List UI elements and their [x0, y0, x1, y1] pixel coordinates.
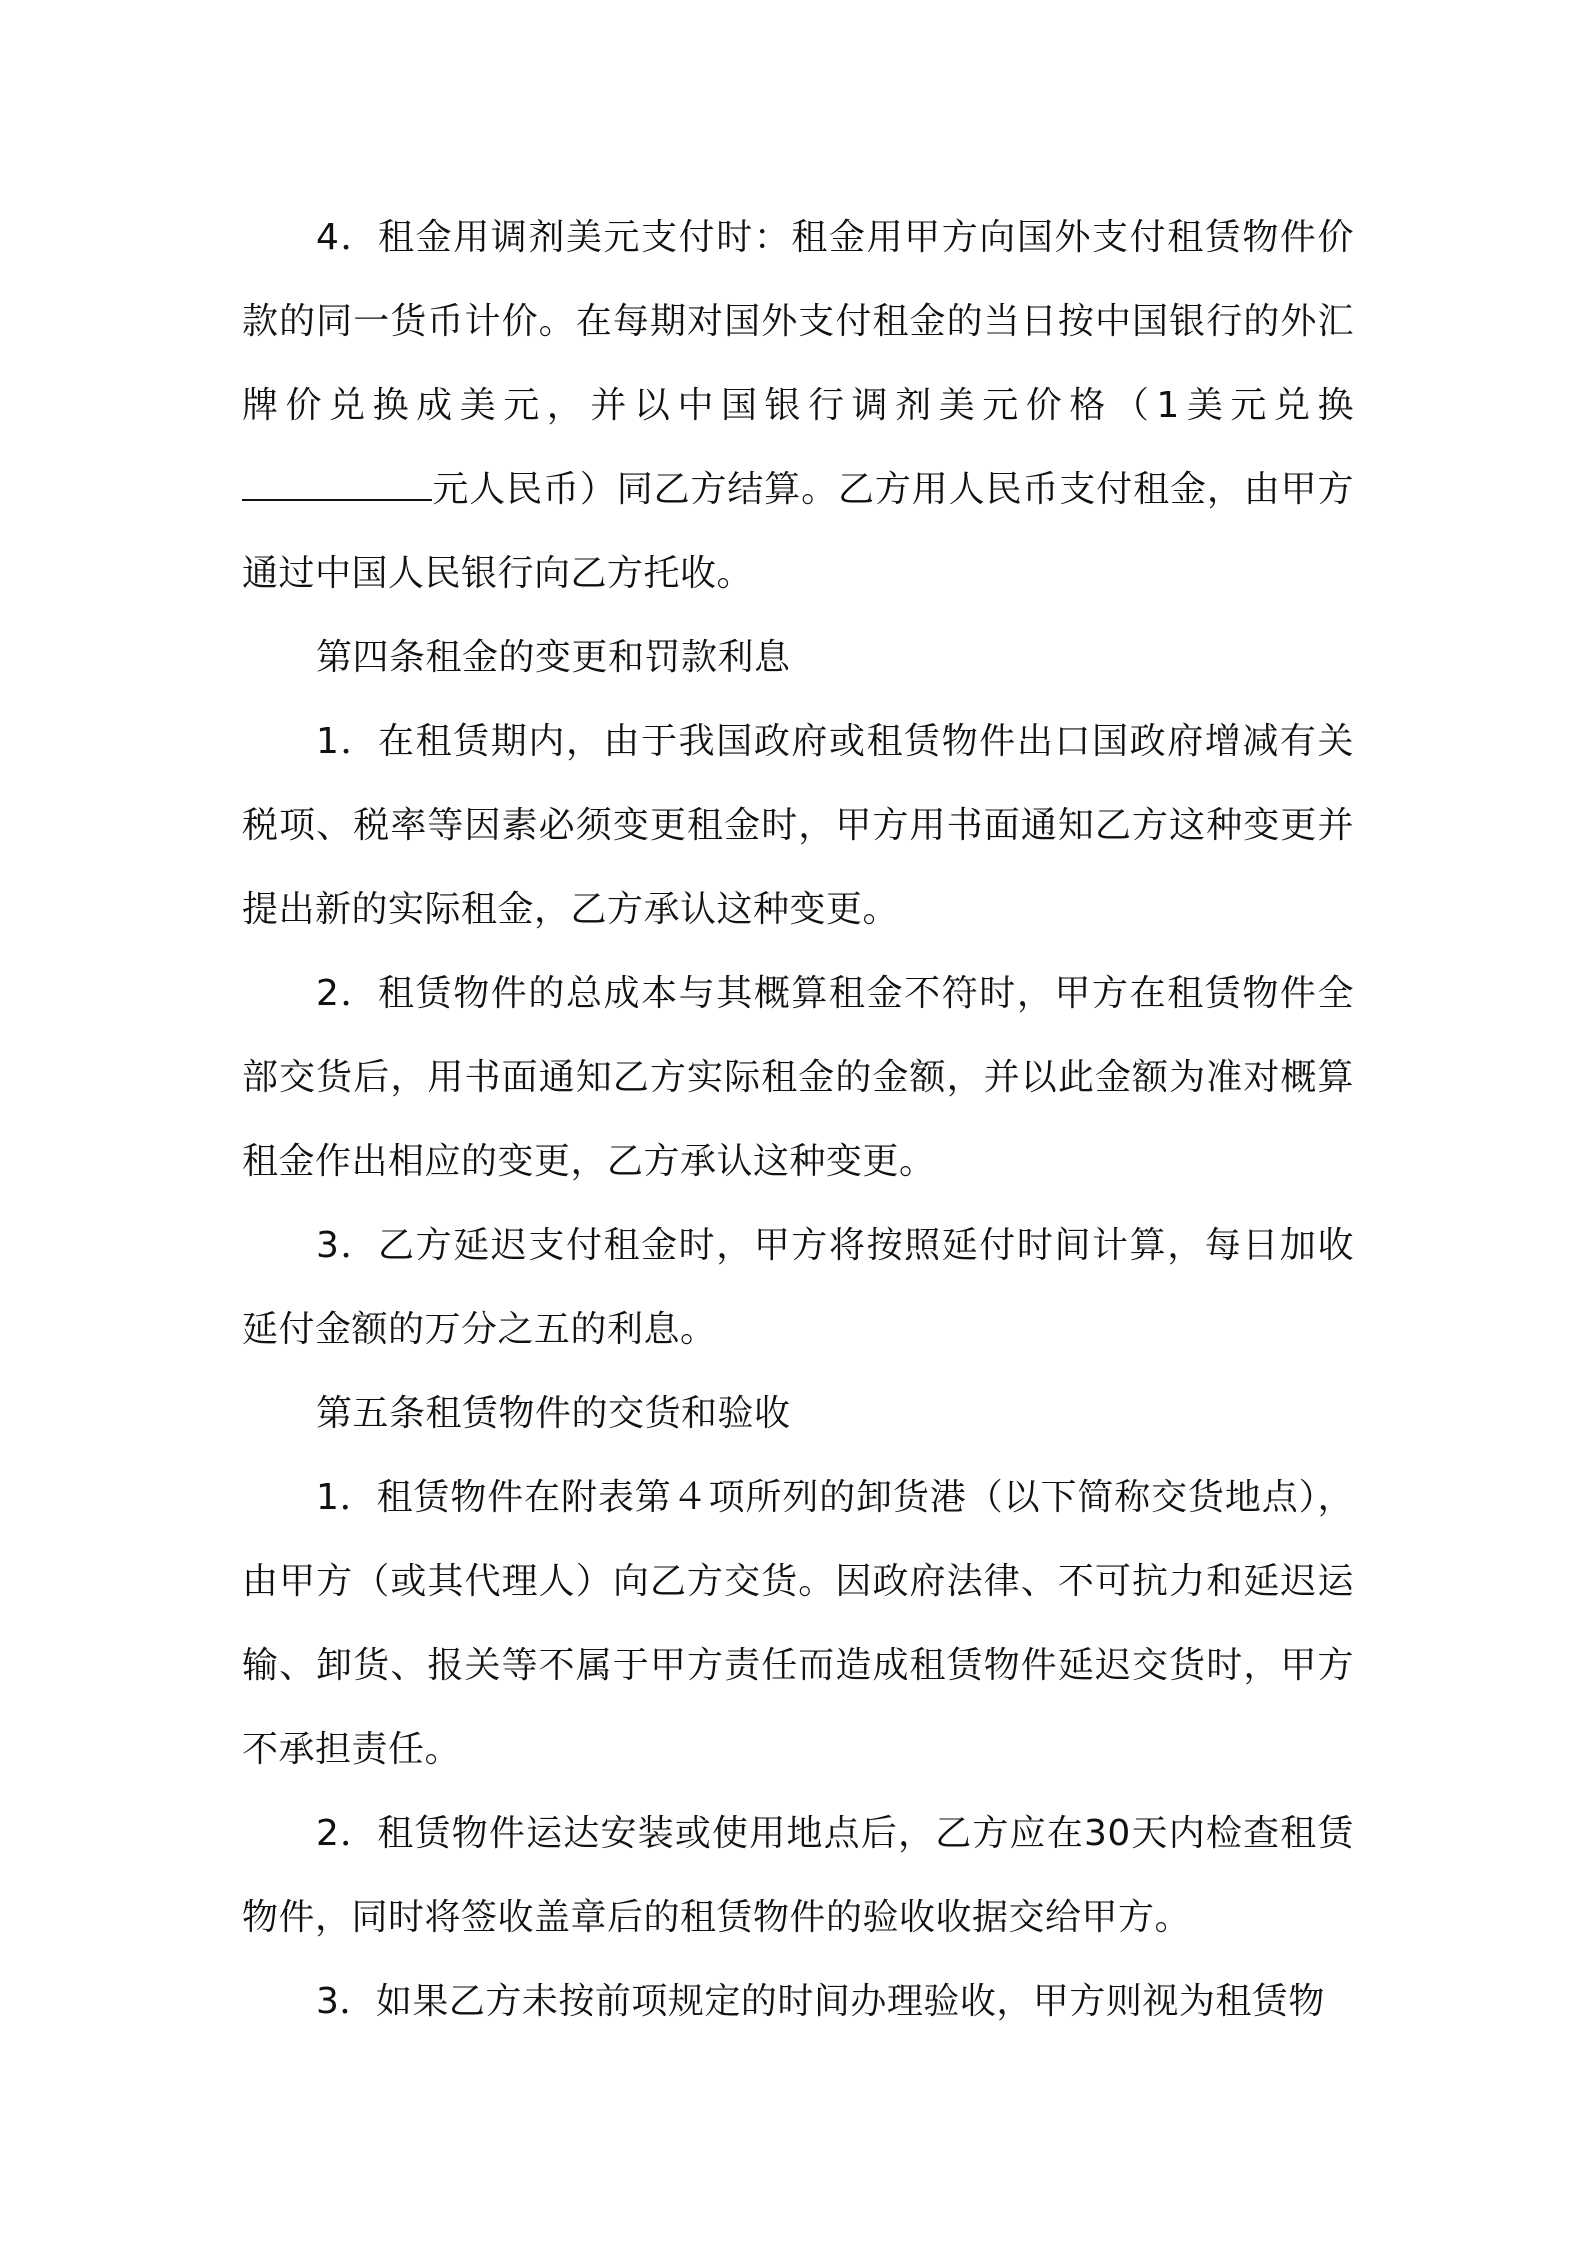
section-heading-article-5: 第五条租赁物件的交货和验收	[316, 1393, 791, 1434]
paragraph-delivery-location: 1．租赁物件在附表第４项所列的卸货港（以下简称交货地点），由甲方（或其代理人）向乙方交货。因政府法律、不可抗力和延迟运输、卸货、报关等不属于甲方责任而造成租赁物件延迟交货时，甲方不承担责任。	[242, 1477, 1354, 1770]
paragraph-text: 元人民币）同乙方结算。乙方用人民币支付租金，由甲方通过中国人民银行向乙方托收。	[242, 469, 1354, 594]
paragraph-rent-usd-payment	[242, 196, 1354, 616]
paragraph-rent-change-tax: 1．在租赁期内，由于我国政府或租赁物件出口国政府增减有关税项、税率等因素必须变更租金时，甲方用书面通知乙方这种变更并提出新的实际租金，乙方承认这种变更。	[242, 721, 1354, 930]
paragraph-late-payment-interest: 3．乙方延迟支付租金时，甲方将按照延付时间计算，每日加收延付金额的万分之五的利息。	[242, 1225, 1354, 1350]
exchange-rate-blank	[242, 469, 432, 501]
paragraph-text: 4．租金用调剂美元支付时：租金用甲方向国外支付租赁物件价款的同一货币计价。在每期对国外支付租金的当日按中国银行的外汇牌价兑换成美元，并以中国银行调剂美元价格（1美元兑换	[242, 217, 1354, 426]
section-heading-article-4: 第四条租金的变更和罚款利息	[316, 637, 791, 678]
paragraph-inspection-default: 3．如果乙方未按前项规定的时间办理验收，甲方则视为租赁物	[316, 1981, 1325, 2022]
paragraph-inspection-30-days: 2．租赁物件运达安装或使用地点后，乙方应在30天内检查租赁物件，同时将签收盖章后的租赁物件的验收收据交给甲方。	[242, 1813, 1354, 1938]
paragraph-rent-change-cost: 2．租赁物件的总成本与其概算租金不符时，甲方在租赁物件全部交货后，用书面通知乙方实际租金的金额，并以此金额为准对概算租金作出相应的变更，乙方承认这种变更。	[242, 973, 1354, 1182]
document-body	[242, 196, 1354, 2044]
